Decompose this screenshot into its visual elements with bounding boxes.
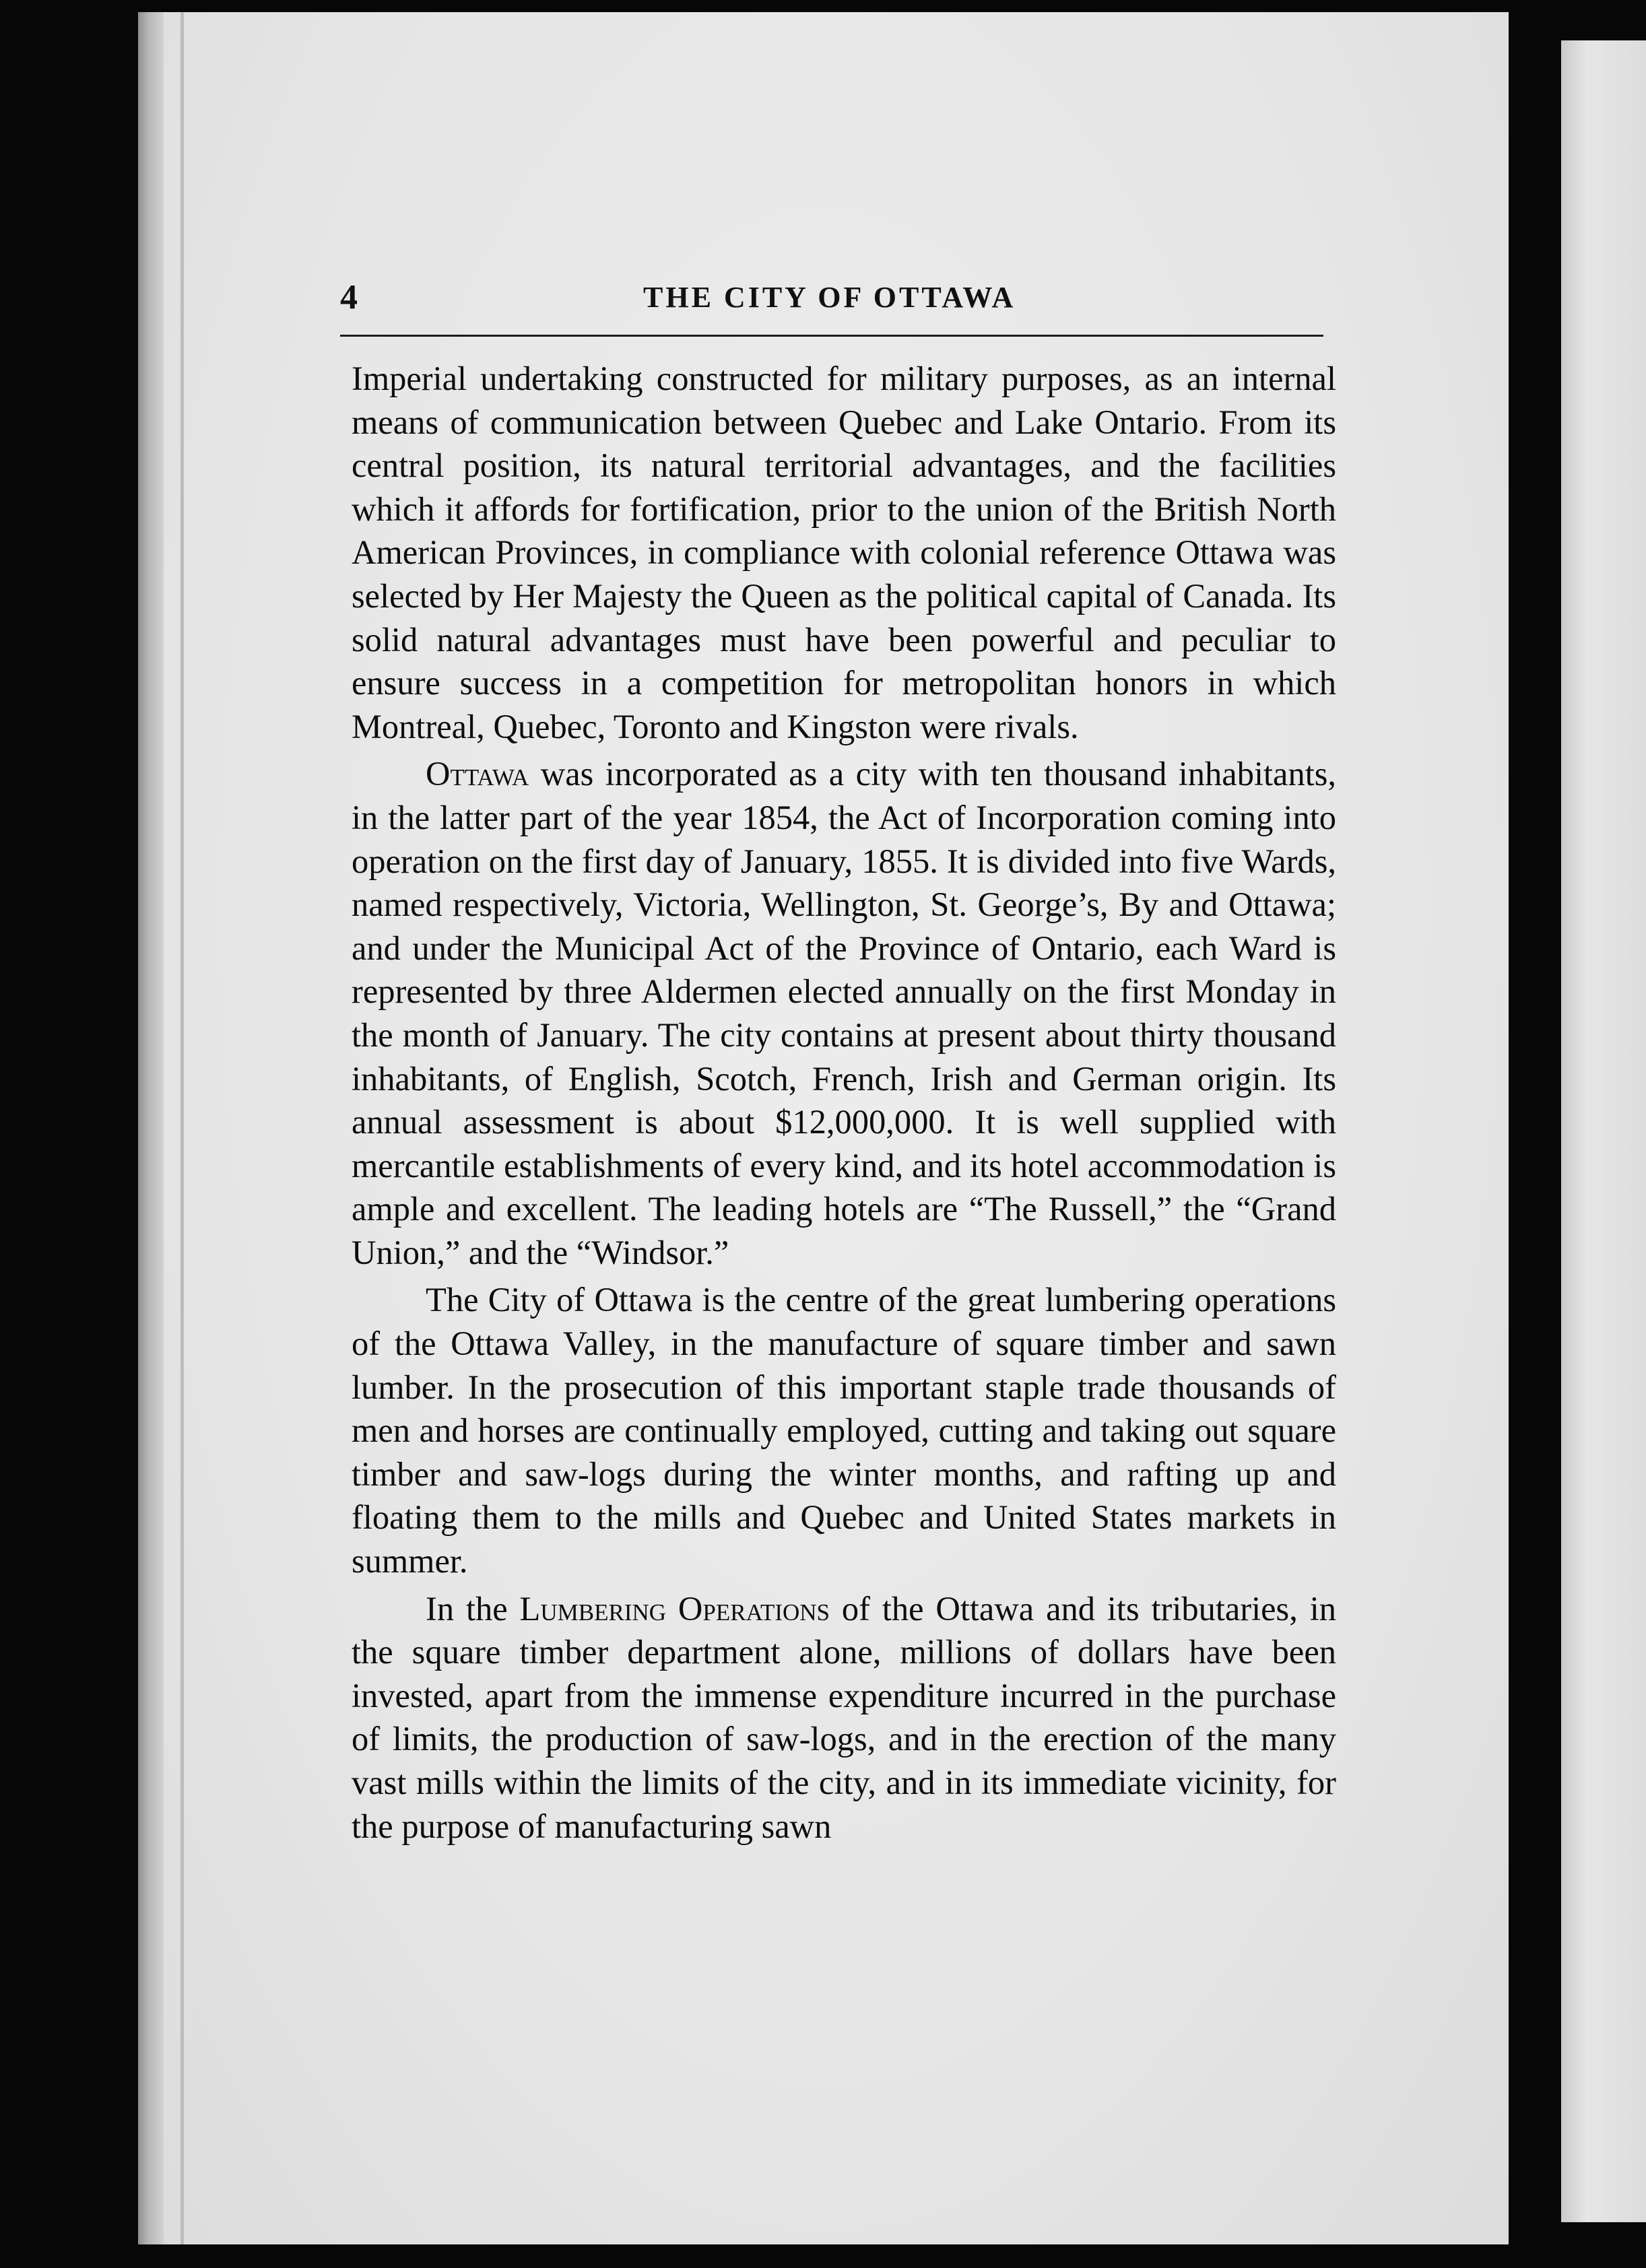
paragraph xyxy=(352,357,1336,748)
page-header xyxy=(340,277,1323,325)
adjacent-page-edge xyxy=(1561,40,1646,2222)
smallcaps-text: Lumbering Operations xyxy=(519,1589,830,1628)
running-title: THE CITY OF OTTAWA xyxy=(643,281,1016,314)
paragraph-text: The City of Ottawa is the centre of the great lumbering operations of the Ottawa Valley, in the manufacture of square timber and sawn lumber. In the prosecution of this important staple trade thousands of men and horses are continually employed, cutting and taking out square timber and saw-logs during the winter months, and rafting up and floating them to the mills and Quebec and United States markets in summer. xyxy=(352,1281,1336,1580)
paragraph-text: Imperial undertaking constructed for military purposes, as an internal means of communication between Quebec and Lake Ontario. From its central position, its natural territorial advantages, and the facilities which it affords for fortification, prior to the union of the British North American Provinces, in compliance with colonial reference Ottawa was selected by Her Majesty the Queen as the political capital of Canada. Its solid natural advantages must have been powerful and peculiar to ensure success in a competition for metropolitan honors in which Montreal, Quebec, Toronto and Kingston were rivals. xyxy=(352,360,1336,745)
header-rule xyxy=(340,335,1323,337)
paragraph-text: of the Ottawa and its tributaries, in the square timber department alone, millions of dollars have been invested, apart from the immense expenditure incurred in the purchase of limits, the production of saw-logs, and in the erection of the many vast mills within the limits of the city, and in its immediate vicinity, for the purpose of manufacturing sawn xyxy=(352,1589,1336,1845)
page-number: 4 xyxy=(340,278,358,316)
paragraph xyxy=(352,1278,1336,1582)
page-fold-line xyxy=(180,12,184,2244)
body-text xyxy=(352,357,1336,1848)
paragraph-text: In the xyxy=(426,1589,520,1628)
smallcaps-text: Ottawa xyxy=(426,755,529,793)
paragraph xyxy=(352,1587,1336,1848)
paragraph-text: was incorporated as a city with ten thousand inhabitants, in the latter part of the year 1854, the Act of Incorporation coming into operation on the first day of January, 1855. It is divided into five Wards, named respectively, Victoria, Wellington, St. George’s, By and Ottawa; and under the Municipal Act of the Province of Ontario, each Ward is represented by three Aldermen elected annually on the first Monday in the month of January. The city contains at present about thirty thousand inhabitants, of English, Scotch, French, Irish and German origin. Its annual assessment is about $12,000,000. It is well supplied with mercantile establishments of every kind, and its hotel accommodation is ample and excellent. The leading hotels are “The Russell,” the “Grand Union,” and the “Windsor.” xyxy=(352,755,1336,1271)
paragraph xyxy=(352,752,1336,1274)
page-binding-shadow xyxy=(138,12,164,2244)
